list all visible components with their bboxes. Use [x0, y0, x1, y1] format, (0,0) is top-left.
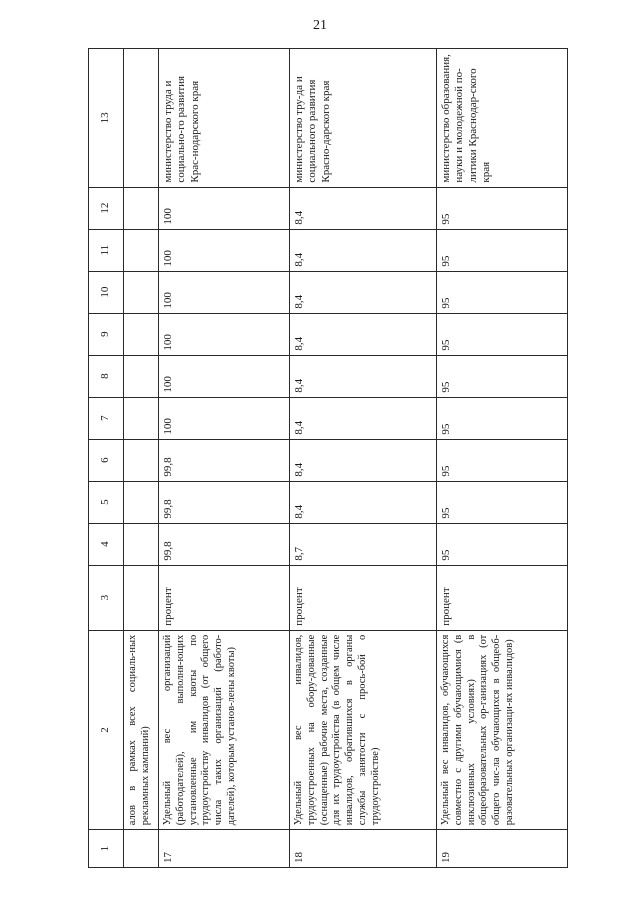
indicator-cell: алов в рамках всех социаль-ных рекламных кампаний) [124, 630, 159, 829]
column-header: 4 [89, 523, 124, 565]
responsible-cell: министерство тру-да и социального развития Красно-дарского края [290, 49, 437, 188]
table-cell [124, 397, 159, 439]
value-cell: 8,4 [290, 355, 437, 397]
page-number: 21 [313, 18, 327, 33]
column-header: 9 [89, 313, 124, 355]
responsible-cell: министерство образования, науки и молодежной по-литики Краснодар-ского края [437, 49, 568, 188]
value-cell: 8,4 [290, 397, 437, 439]
value-cell: 95 [437, 523, 568, 565]
value-cell: 100 [159, 355, 290, 397]
table-row-continuation [124, 49, 159, 868]
table-cell [124, 355, 159, 397]
value-cell: 95 [437, 229, 568, 271]
value-cell: 100 [159, 397, 290, 439]
column-header: 13 [89, 49, 124, 188]
value-cell: 95 [437, 187, 568, 229]
column-header: 8 [89, 355, 124, 397]
row-number: 17 [159, 830, 290, 868]
table-row [159, 49, 290, 868]
table-cell [124, 313, 159, 355]
table-row [437, 49, 568, 868]
table-row [290, 49, 437, 868]
indicator-cell: Удельный вес инвалидов, обучающихся совместно с другими обучающимися (в инклюзивных условиях) в общеобразовательных ор-ганизациях (от общего чис-ла обучающихся в общеоб-разовательных организаци-ях инвалидов) [437, 630, 568, 829]
value-cell: 100 [159, 229, 290, 271]
table-cell [124, 49, 159, 188]
value-cell: 99,8 [159, 523, 290, 565]
value-cell: 95 [437, 313, 568, 355]
table-cell [124, 565, 159, 630]
column-header: 5 [89, 481, 124, 523]
table-cell [124, 481, 159, 523]
value-cell: 99,8 [159, 481, 290, 523]
responsible-cell: министерство труда и социально-го развития Крас-нодарского края [159, 49, 290, 188]
header-row [89, 49, 124, 868]
unit-cell: процент [437, 565, 568, 630]
value-cell: 95 [437, 271, 568, 313]
value-cell: 8,4 [290, 187, 437, 229]
table-cell [124, 229, 159, 271]
column-header: 12 [89, 187, 124, 229]
value-cell: 100 [159, 187, 290, 229]
value-cell: 95 [437, 355, 568, 397]
value-cell: 95 [437, 439, 568, 481]
value-cell: 8,7 [290, 523, 437, 565]
column-header: 1 [89, 830, 124, 868]
value-cell: 8,4 [290, 313, 437, 355]
table-cell [124, 523, 159, 565]
value-cell: 8,4 [290, 439, 437, 481]
column-header: 2 [89, 630, 124, 829]
row-number: 18 [290, 830, 437, 868]
value-cell: 100 [159, 313, 290, 355]
value-cell: 95 [437, 397, 568, 439]
rotated-table-container [88, 48, 550, 868]
value-cell: 95 [437, 481, 568, 523]
table-cell [124, 830, 159, 868]
indicator-cell: Удельный вес организаций (работодателей), выполня-ющих установленные им квоты по трудоустройству инвалидов (от общего числа таких организаций (работо-дателей), которым установ-лены квоты) [159, 630, 290, 829]
indicators-table [88, 48, 568, 868]
value-cell: 100 [159, 271, 290, 313]
table-cell [124, 271, 159, 313]
column-header: 3 [89, 565, 124, 630]
table-cell [124, 187, 159, 229]
column-header: 11 [89, 229, 124, 271]
value-cell: 8,4 [290, 481, 437, 523]
unit-cell: процент [290, 565, 437, 630]
unit-cell: процент [159, 565, 290, 630]
row-number: 19 [437, 830, 568, 868]
table-cell [124, 439, 159, 481]
column-header: 7 [89, 397, 124, 439]
column-header: 10 [89, 271, 124, 313]
value-cell: 8,4 [290, 229, 437, 271]
value-cell: 99,8 [159, 439, 290, 481]
value-cell: 8,4 [290, 271, 437, 313]
indicator-cell: Удельный вес инвалидов, трудоустроенных на обору-дованные (оснащенные) рабочие места, созданные для их трудоустройства (в общем числе инвалидов, обратившихся в органы службы занятости с прось-бой о трудоустройстве) [290, 630, 437, 829]
column-header: 6 [89, 439, 124, 481]
